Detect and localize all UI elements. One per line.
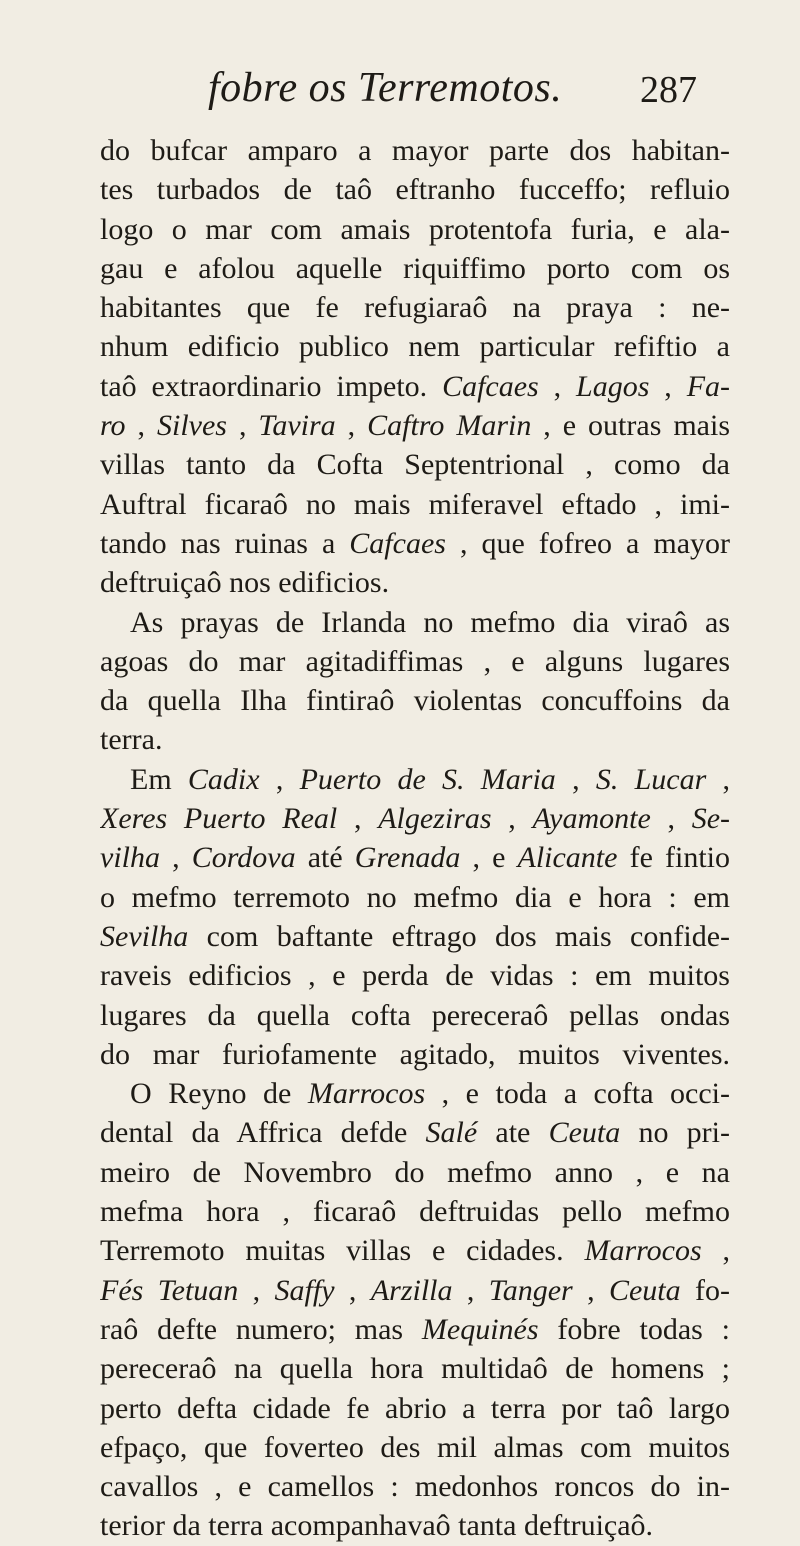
text-segment: terior da terra acompanhavaô tanta deftruiçaô. (100, 1509, 654, 1543)
text-segment: , (701, 1234, 730, 1268)
text-segment: mefma hora , ficaraô deftruidas pello mefmo (100, 1195, 730, 1229)
text-line (100, 1506, 730, 1545)
italic-segment: Lagos (576, 369, 650, 403)
text-segment: perto defta cidade fe abrio a terra por taô largo (100, 1391, 730, 1425)
text-line (100, 367, 730, 406)
text-segment: fo- (680, 1273, 730, 1307)
italic-segment: Marrocos (307, 1077, 426, 1111)
text-line (100, 1153, 730, 1192)
text-line (100, 838, 730, 877)
text-segment: lugares da quella cofta pereceraô pellas ondas (100, 998, 730, 1032)
text-segment: , (335, 409, 368, 443)
text-segment: , (226, 409, 259, 443)
text-segment: dental da Affrica defde (100, 1116, 426, 1150)
italic-segment: Caftro Marin (367, 409, 532, 443)
italic-segment: vilha (100, 841, 160, 875)
text-line (100, 642, 730, 681)
text-segment: o mefmo terremoto no mefmo dia e hora : em (100, 880, 730, 914)
italic-segment: Algeziras (378, 802, 492, 836)
text-segment: taô extraordinario impeto. (100, 369, 443, 403)
text-segment: pereceraô na quella hora multidaô de homens ; (100, 1352, 730, 1386)
italic-segment: Cadix (187, 762, 260, 796)
text-segment: cavallos , e camellos : medonhos roncos do in- (100, 1470, 730, 1504)
text-line (100, 210, 730, 249)
text-segment: , (572, 1273, 609, 1307)
text-segment: da quella Ilha fintiraô violentas concuffoins da (100, 684, 730, 718)
text-line (100, 1035, 730, 1074)
text-line (100, 799, 730, 838)
text-segment: tando nas ruinas a (100, 526, 350, 560)
text-segment: , (160, 841, 192, 875)
text-segment: meiro de Novembro do mefmo anno , e na (100, 1155, 730, 1189)
text-segment: , (334, 1273, 371, 1307)
italic-segment: Cafcaes (349, 526, 446, 560)
page-header (0, 64, 800, 124)
text-line (100, 445, 730, 484)
text-segment: até (295, 841, 355, 875)
text-segment: no pri- (620, 1116, 730, 1150)
text-segment: do mar furiofamente agitado, muitos viventes. (100, 1037, 730, 1071)
italic-segment: Ceuta (608, 1273, 681, 1307)
text-segment: gau e afolou aquelle riquiffimo porto com os (100, 251, 730, 285)
text-segment: , e toda a cofta occi- (425, 1077, 730, 1111)
text-segment: efpaço, que foverteo des mil almas com muitos (100, 1430, 730, 1464)
text-segment: Em (130, 762, 188, 796)
text-line (100, 603, 730, 642)
text-segment: do bufcar amparo a mayor parte dos habitan- (100, 134, 730, 167)
text-line (100, 996, 730, 1035)
text-line (100, 1349, 730, 1388)
italic-segment: Fés Tetuan (100, 1273, 239, 1307)
text-line (100, 720, 730, 759)
italic-segment: Grenada (354, 841, 461, 875)
text-segment: , (649, 369, 687, 403)
text-segment: , (238, 1273, 275, 1307)
italic-segment: Saffy (274, 1273, 335, 1307)
text-segment: Terremoto muitas villas e cidades. (100, 1234, 585, 1268)
text-line (100, 1389, 730, 1428)
italic-segment: Salé (425, 1116, 478, 1150)
text-line (100, 131, 730, 170)
text-segment: deftruiçaô nos edificios. (100, 566, 390, 600)
italic-segment: Marrocos (584, 1234, 702, 1268)
text-line (100, 1271, 730, 1310)
italic-segment: Tanger (488, 1273, 573, 1307)
text-line (100, 956, 730, 995)
text-segment: , (650, 802, 692, 836)
text-segment: , (491, 802, 533, 836)
text-segment: , que fofreo a mayor (445, 526, 730, 560)
text-line (100, 485, 730, 524)
text-segment: terra. (100, 723, 163, 757)
text-segment: logo o mar com amais protentofa furia, e ala- (100, 212, 730, 246)
text-line (100, 917, 730, 956)
italic-segment: Alicante (517, 841, 618, 875)
italic-segment: Sevilha (100, 919, 189, 953)
text-segment: villas tanto da Cofta Septentrional , como da (100, 448, 730, 482)
italic-segment: Se- (691, 802, 730, 836)
text-line (100, 563, 730, 602)
text-line (100, 760, 730, 799)
italic-segment: Xeres Puerto Real (100, 802, 338, 836)
text-line (100, 327, 730, 366)
text-segment: As prayas de Irlanda no mefmo dia viraô as (130, 605, 730, 639)
italic-segment: S. Lucar (595, 762, 707, 796)
text-line (100, 1467, 730, 1506)
text-line (100, 406, 730, 445)
text-segment: , e (460, 841, 518, 875)
text-segment: tes turbados de taô eftranho fucceffo; refluio (100, 173, 730, 207)
italic-segment: Tavira (258, 409, 336, 443)
text-line (100, 170, 730, 209)
text-line (100, 681, 730, 720)
italic-segment: Fa- (686, 369, 730, 403)
italic-segment: Arzilla (370, 1273, 453, 1307)
text-segment: com baftante eftrago dos mais confide- (188, 919, 730, 953)
text-line (100, 288, 730, 327)
text-line (100, 1310, 730, 1349)
italic-segment: Silves (157, 409, 227, 443)
text-line (100, 524, 730, 563)
text-segment: agoas do mar agitadiffimas , e alguns lugares (100, 644, 730, 678)
running-title: fobre os Terremotos. (208, 65, 563, 111)
text-segment: fe fintio (617, 841, 730, 875)
text-line (100, 1113, 730, 1152)
italic-segment: Cafcaes (442, 369, 539, 403)
text-segment: , (706, 762, 730, 796)
text-line (100, 249, 730, 288)
text-line (100, 1428, 730, 1467)
text-segment: , (259, 762, 300, 796)
text-segment: , (337, 802, 379, 836)
text-segment: O Reyno de (130, 1077, 308, 1111)
text-line (100, 1231, 730, 1270)
text-segment: habitantes que fe refugiaraô na praya : ne- (100, 291, 730, 325)
text-segment: , (555, 762, 596, 796)
italic-segment: Puerto de S. Maria (299, 762, 556, 796)
text-segment: ate (477, 1116, 549, 1150)
italic-segment: ro (100, 409, 126, 443)
text-segment: , e outras mais (531, 409, 730, 443)
body-text (100, 131, 730, 1546)
text-segment: nhum edificio publico nem particular refiftio a (100, 330, 730, 364)
text-segment: raveis edificios , e perda de vidas : em muitos (100, 959, 730, 993)
page-number: 287 (640, 69, 697, 111)
text-segment: , (452, 1273, 489, 1307)
text-segment: Auftral ficaraô no mais miferavel eftado , imi- (100, 487, 730, 521)
text-segment: fobre todas : (538, 1312, 730, 1346)
text-line (100, 1074, 730, 1113)
text-segment: , (125, 409, 157, 443)
italic-segment: Ayamonte (532, 802, 651, 836)
italic-segment: Cordova (191, 841, 296, 875)
italic-segment: Mequinés (421, 1312, 539, 1346)
italic-segment: Ceuta (548, 1116, 621, 1150)
text-segment: , (538, 369, 577, 403)
text-segment: raô defte numero; mas (100, 1312, 422, 1346)
text-line (100, 878, 730, 917)
text-line (100, 1192, 730, 1231)
